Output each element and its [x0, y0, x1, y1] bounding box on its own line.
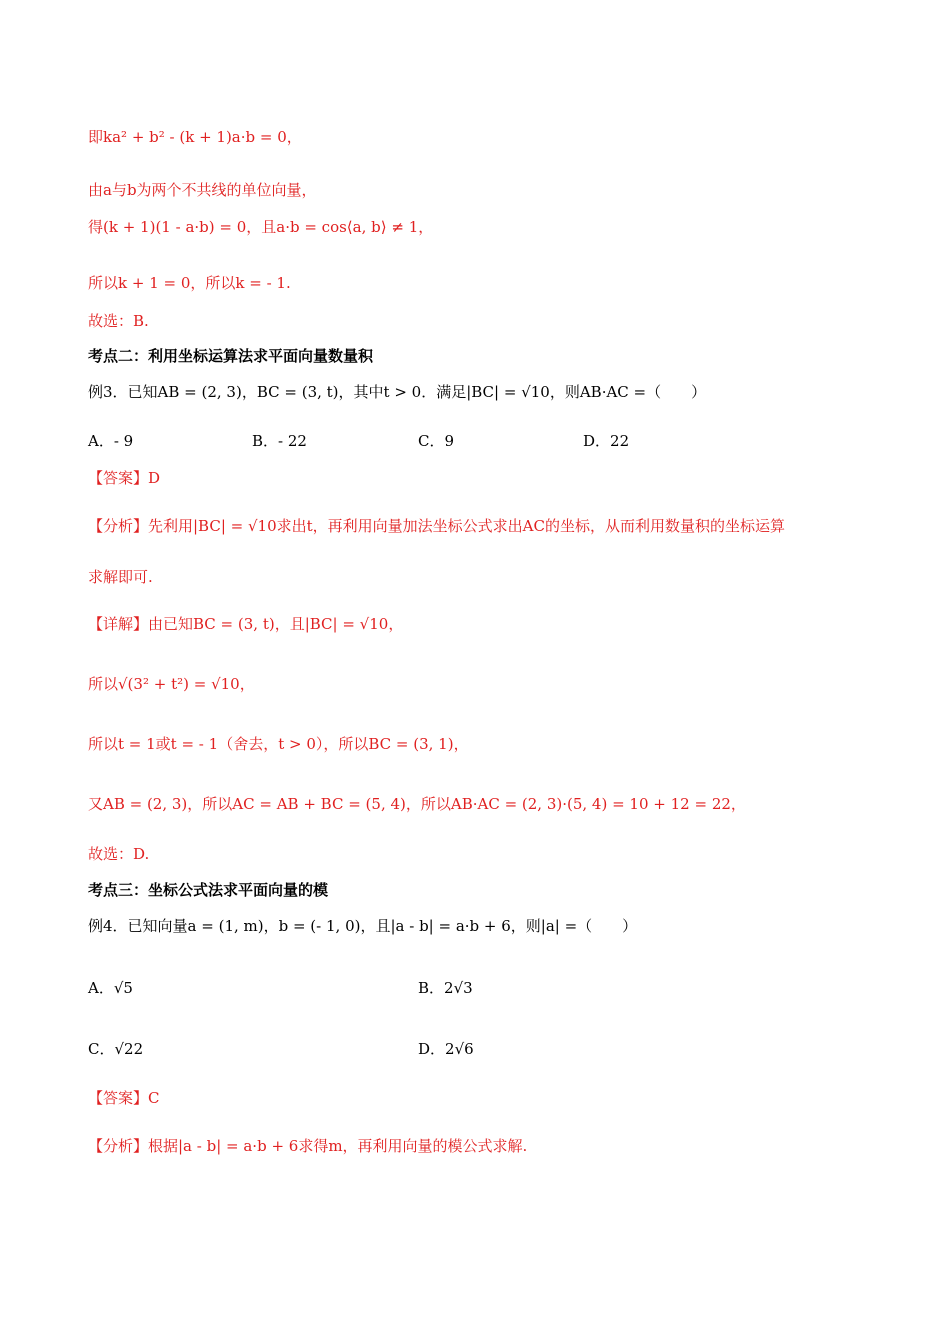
detail-line: 又AB = (2, 3)，所以AC = AB + BC = (5, 4)，所以AB·AC = (2, 3)·(5, 4) = 10 + 12 = 22，: [88, 795, 746, 813]
option-d: D．2√6: [418, 1040, 474, 1058]
option-c: C．9: [418, 432, 455, 450]
answer-line: 【答案】C: [88, 1089, 160, 1107]
example-question: 例3．已知AB = (2, 3)，BC = (3, t)，其中t > 0．满足|BC| = √10，则AB·AC =（ ）: [88, 383, 707, 401]
analysis-line: 【分析】根据|a - b| = a·b + 6求得m，再利用向量的模公式求解.: [88, 1137, 528, 1155]
example-question: 例4．已知向量a = (1, m)，b = (- 1, 0)，且|a - b| = a·b + 6，则|a| =（ ）: [88, 917, 638, 935]
option-c: C．√22: [88, 1040, 144, 1058]
section-heading: 考点三：坐标公式法求平面向量的模: [88, 881, 329, 899]
answer-line: 【答案】D: [88, 469, 161, 487]
solution-line: 故选：D.: [88, 845, 150, 863]
option-a: A．√5: [88, 979, 133, 997]
detail-line: 所以√(3² + t²) = √10，: [88, 675, 255, 693]
solution-line: 由a与b为两个不共线的单位向量，: [88, 181, 317, 199]
section-heading: 考点二：利用坐标运算法求平面向量数量积: [88, 347, 374, 365]
analysis-line: 求解即可.: [88, 568, 153, 586]
solution-line: 所以k + 1 = 0，所以k = - 1.: [88, 274, 291, 292]
detail-line: 【详解】由已知BC = (3, t)，且|BC| = √10，: [88, 615, 404, 633]
solution-line: 即ka² + b² - (k + 1)a·b = 0，: [88, 128, 302, 146]
option-b: B．2√3: [418, 979, 473, 997]
detail-line: 所以t = 1或t = - 1（舍去，t > 0），所以BC = (3, 1)，: [88, 735, 469, 753]
option-d: D．22: [583, 432, 630, 450]
analysis-line: 【分析】先利用|BC| = √10求出t，再利用向量加法坐标公式求出AC的坐标，从而利用数量积的坐标运算: [88, 517, 785, 535]
solution-line: 得(k + 1)(1 - a·b) = 0，且a·b = cos⟨a, b⟩ ≠ 1，: [88, 218, 434, 236]
solution-line: 故选：B.: [88, 312, 149, 330]
option-a: A．- 9: [88, 432, 134, 450]
option-b: B．- 22: [252, 432, 307, 450]
